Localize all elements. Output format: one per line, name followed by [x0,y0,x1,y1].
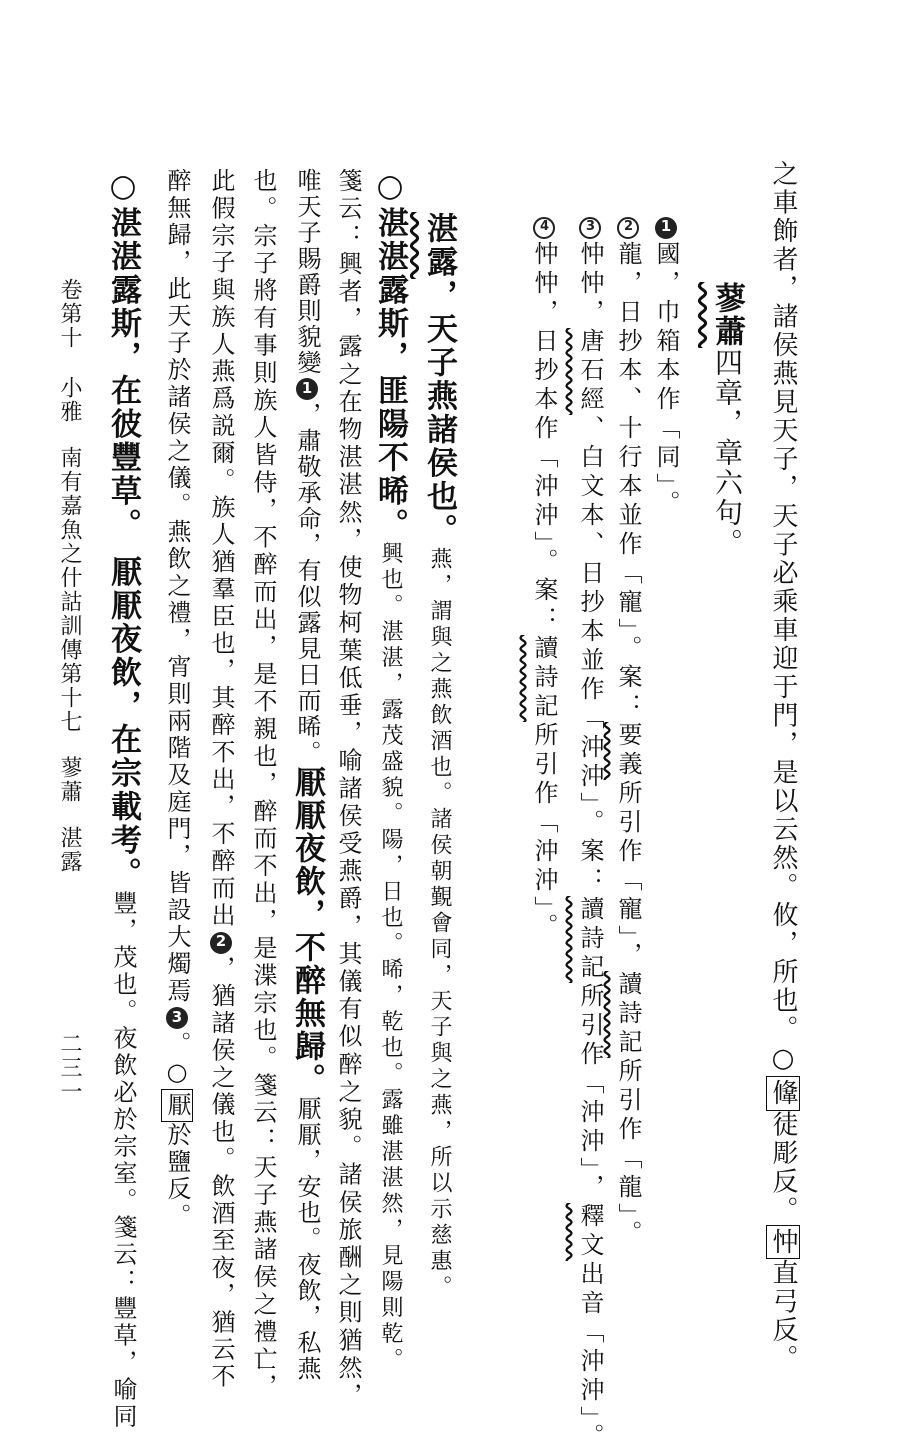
chapter-count-line [709,282,745,558]
poem-title: 蓼蕭 [709,282,745,348]
text: 、白文本、日抄本並作「沖沖」。案： [576,415,604,896]
text-column-9 [335,168,361,1410]
commentary: 也。宗子將有事則族人皆侍，不醉而出，是不親也，醉而不出，是渫宗也。箋云：天子燕諸侯之禮亡， [249,168,277,1401]
note-number-3-icon: 3 [168,1007,186,1029]
commentary: 興也。湛湛，露茂盛貌。陽，日也。晞，乾也。露雖湛湛然，見陽則乾。 [378,541,403,1374]
poem-preface [421,212,457,1301]
book-title: 唐石經 [576,328,604,415]
text: 徒彫反。 [768,1110,798,1225]
text: 忡忡， [576,241,604,328]
text-column-13 [164,168,190,1230]
commentary: 此假宗子與族人燕爲説爾。族人猶羣臣也，其醉不出，不醉而出 [207,168,235,930]
text: 所引作「沖沖」， [576,983,604,1203]
boxed-char: 厭 [161,1089,193,1122]
commentary: 唯天子賜爵則貌變 [293,168,321,376]
text: 出音「沖沖」。 [576,1261,604,1452]
commentary: 醉無歸，此天子於諸侯之儀。燕飲之禮，宵則兩階及庭門，皆設大燭焉 [163,168,191,1005]
poem-title: 湛露 [421,212,457,279]
note-number-4-icon: 4 [533,217,555,239]
boxed-char: 鞗 [766,1076,800,1111]
verse: ○湛湛露斯，匪陽不晞。 [372,168,408,542]
text: 龍，日抄本、十行本並作「寵」。案： [614,241,642,722]
text: 直弓反。 [768,1259,798,1373]
text: 所引作「沖沖」。 [530,722,558,942]
boxed-char: 忡 [766,1225,800,1260]
poem-label: 蓼蕭 [57,756,82,804]
text: 四章，章六句。 [711,348,744,558]
text: 之車飾者，諸侯燕見天子，天子必乘車迎于門，是以云然。攸，所也。○ [768,160,798,1076]
page-number [56,1032,82,1104]
section-label: 小雅 [57,376,82,424]
poem-label: 湛露 [57,826,82,874]
text-column-12 [208,168,234,1391]
commentary: 燕，謂與之燕飲酒也。諸侯朝覲會同，天子與之燕，所以示慈惠。 [427,547,452,1301]
chapter-label: 卷第十 [57,278,82,350]
note-number-2-icon: 2 [212,932,230,954]
text-column-14 [105,168,141,1431]
collation-note-2 [614,215,642,1249]
collation-note-4 [530,215,558,942]
collation-note-1 [652,215,680,519]
book-title: 釋文 [576,1203,604,1261]
text-column-1 [768,160,798,1373]
note-number-2-icon: 2 [617,217,639,239]
note-number-1-icon: 1 [298,379,316,399]
verse: ○湛湛露斯，在彼豐草。 [105,168,141,542]
book-title: 讀詩記 [530,635,558,722]
verse: 厭厭夜飲，在宗載考。 [105,555,141,891]
commentary: 於鹽反。 [163,1122,191,1230]
book-label: 南有嘉魚之什詁訓傳第十七 [57,446,82,734]
text: 所引作「寵」， [614,780,642,971]
text: 忡忡，日抄本作「沖沖」。案： [530,241,558,635]
verse: 厭厭夜飲，不醉無歸。 [289,766,325,1096]
text-column-8 [372,168,408,1374]
text-column-10 [289,168,325,1382]
note-number-3-icon: 3 [579,217,601,239]
commentary: 箋云：興者，露之在物湛湛然，使物柯葉低垂，喻諸侯受燕爵，其儀有似醉之貌。諸侯旅酬之則猶然， [334,168,362,1410]
running-head [56,278,82,874]
text: 國，巾箱本作「同」。 [652,241,680,519]
commentary: 豐，茂也。夜飲必於宗室。箋云：豐草，喻同 [109,890,137,1431]
page-number-text: 二三一 [57,1032,82,1104]
text-column-11 [250,168,276,1401]
text: 所引作「龍」。 [614,1058,642,1249]
collation-note-3 [576,215,604,1452]
note-number-1-icon: 1 [657,217,675,240]
book-title: 讀詩記 [576,896,604,983]
commentary: 。○ [163,1031,191,1089]
preface-text: ，天子燕諸侯也。 [421,279,457,547]
book-title: 讀詩記 [614,971,642,1058]
book-title: 要義 [614,722,642,780]
commentary: ，肅敬承命，有似露見日而晞。 [293,402,321,766]
commentary: 厭厭，安也。夜飲，私燕 [293,1096,321,1382]
commentary: ，猶諸侯之儀也。飲酒至夜，猶云不 [207,955,235,1391]
